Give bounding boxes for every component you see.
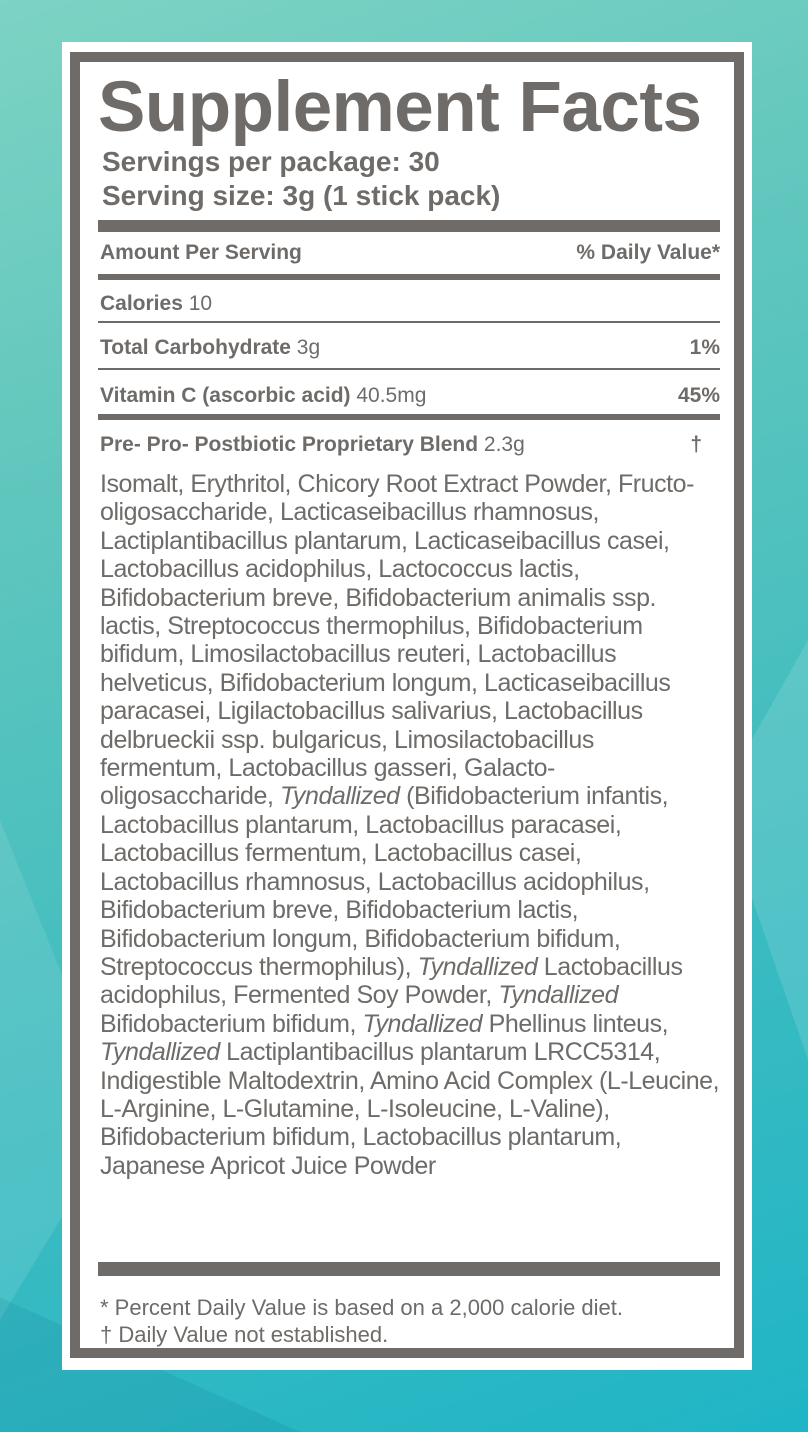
ingredient-text: (Bifidobacterium infantis, Lactobacillus plantarum, Lactobacillus paracasei, Lactobacillus fermentum, Lactobacillus casei, Lactobacillus rhamnosus, Lactobacillus acidophilus, Bifidobacterium breve, Bifidobacterium lactis, Bifidobacterium longum, Bifidobacterium bifidum, Streptococcus thermophilus), [100,782,669,981]
supplement-facts-panel [70,52,744,1358]
nutrient-amount: 3g [290,336,321,359]
ingredient-text-italic: Tyndallized [498,981,619,1010]
amount-per-serving-label: Amount Per Serving [100,241,302,264]
serving-size: Serving size: 3g (1 stick pack) [102,180,501,211]
nutrient-daily-value: 45% [677,384,720,407]
ingredient-text: Lactobacillus acidophilus, Fermented Soy Powder, [100,952,683,1010]
nutrient-daily-value: 1% [689,336,720,359]
daily-value-label: % Daily Value* [576,241,720,264]
nutrient-amount: 40.5mg [350,384,427,407]
nutrient-row-vitamin-c [100,383,720,409]
servings-per-package: Servings per package: 30 [102,146,440,177]
ingredient-text: Isomalt, Erythritol, Chicory Root Extract Powder, Fructo-oligosaccharide, Lacticaseibacillus rhamnosus, Lactiplantibacillus plantarum, Lacticaseibacillus casei, Lactobacillus acidophilus, Lactococcus lactis, Bifidobacterium breve, Bifidobacterium animalis ssp. lactis, Streptococcus thermophilus, Bifidobacterium bifidum, Limosilactobacillus reuteri, Lactobacillus helveticus, Bifidobacterium longum, Lacticaseibacillus paracasei, Ligilactobacillus salivarius, Lactobacillus delbrueckii ssp. bulgaricus, Limosilactobacillus fermentum, Lactobacillus gasseri, Galacto-oligosaccharide, [100,470,694,811]
nutrient-row-carbohydrate [100,335,720,361]
divider-thin [98,368,720,370]
nutrient-name: Pre- Pro- Postbiotic Proprietary Blend [100,433,479,456]
divider-medium [98,274,720,280]
ingredient-text: Bifidobacterium bifidum, [100,1009,363,1038]
label-title: Supplement Facts [98,68,702,147]
ingredient-text: Phellinus linteus, [482,1009,669,1038]
ingredient-text-italic: Tyndallized [100,1038,220,1067]
nutrient-amount: 2.3g [478,433,525,456]
divider-thin [98,321,720,323]
dagger-mark: † [690,433,702,456]
divider-medium [98,414,720,420]
nutrient-amount: 10 [182,292,213,315]
nutrient-row-calories [100,291,720,317]
nutrient-name: Total Carbohydrate [100,336,291,359]
ingredient-text-italic: Tyndallized [362,1009,483,1038]
supplement-label-card [62,42,752,1370]
column-header-row [100,240,720,266]
nutrient-name: Vitamin C (ascorbic acid) [100,384,351,407]
ingredient-list [100,470,720,1180]
nutrient-row-proprietary-blend [100,432,720,458]
ingredient-text: Lactiplantibacillus plantarum LRCC5314, Indigestible Maltodextrin, Amino Acid Complex (L-Leucine, L-Arginine, L-Glutamine, L-Isoleucine, L-Valine), Bifidobacterium bifidum, Lactobacillus plantarum, Japanese Apricot Juice Powder [100,1038,720,1180]
divider-thick [98,1262,720,1276]
footnote-not-established: † Daily Value not established. [100,1322,389,1347]
divider-thick [98,220,720,232]
nutrient-name: Calories [100,292,183,315]
footnote-daily-value: * Percent Daily Value is based on a 2,000 calorie diet. [100,1295,624,1320]
ingredient-text-italic: Tyndallized [279,782,400,811]
ingredient-text-italic: Tyndallized [417,952,538,981]
